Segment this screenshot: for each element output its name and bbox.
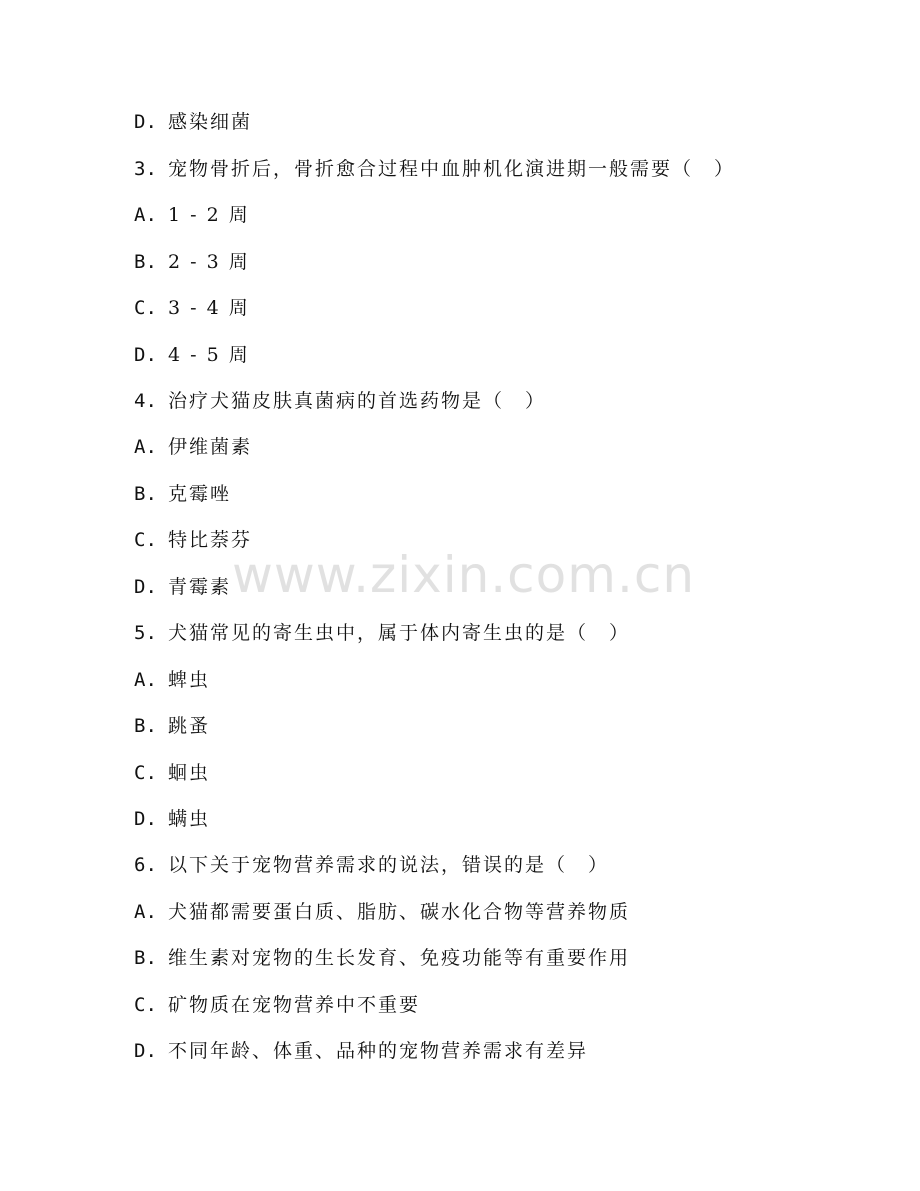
option-label: D. <box>134 111 157 133</box>
option-label: C. <box>134 762 157 784</box>
option-c-q5 <box>134 759 210 787</box>
option-b-q3 <box>134 248 250 276</box>
question-3 <box>134 155 735 183</box>
option-label: A. <box>134 204 157 226</box>
option-d-q3 <box>134 341 250 369</box>
option-label: D. <box>134 344 157 366</box>
question-text: 以下关于宠物营养需求的说法，错误的是（ ） <box>168 854 610 876</box>
option-label: B. <box>134 483 157 505</box>
option-a-q5 <box>134 666 210 694</box>
option-text: 伊维菌素 <box>168 436 253 458</box>
option-d-q6 <box>134 1037 588 1065</box>
option-label: D. <box>134 1040 157 1062</box>
option-a-q4 <box>134 433 252 461</box>
option-text: 蛔虫 <box>168 762 211 784</box>
option-label: C. <box>134 994 157 1016</box>
option-label: B. <box>134 715 157 737</box>
option-text: 螨虫 <box>168 808 211 830</box>
option-text: 4 - 5 周 <box>168 344 250 366</box>
option-label: B. <box>134 251 157 273</box>
question-number: 6. <box>134 854 157 876</box>
option-c-q4 <box>134 526 252 554</box>
option-d-q2 <box>134 108 252 136</box>
question-6 <box>134 851 609 879</box>
option-text: 特比萘芬 <box>168 529 253 551</box>
question-text: 犬猫常见的寄生虫中，属于体内寄生虫的是（ ） <box>168 622 631 644</box>
question-text: 治疗犬猫皮肤真菌病的首选药物是（ ） <box>168 390 547 412</box>
option-text: 跳蚤 <box>168 715 211 737</box>
option-text: 矿物质在宠物营养中不重要 <box>168 994 421 1016</box>
option-label: A. <box>134 669 157 691</box>
option-b-q5 <box>134 712 210 740</box>
question-number: 3. <box>134 158 157 180</box>
option-d-q4 <box>134 573 231 601</box>
option-text: 维生素对宠物的生长发育、免疫功能等有重要作用 <box>168 947 631 969</box>
option-label: B. <box>134 947 157 969</box>
option-text: 1 - 2 周 <box>168 204 250 226</box>
question-5 <box>134 619 630 647</box>
question-text: 宠物骨折后，骨折愈合过程中血肿机化演进期一般需要（ ） <box>168 158 736 180</box>
option-text: 3 - 4 周 <box>168 297 250 319</box>
option-label: C. <box>134 297 157 319</box>
option-text: 感染细菌 <box>168 111 253 133</box>
option-d-q5 <box>134 805 210 833</box>
option-c-q6 <box>134 991 420 1019</box>
option-text: 克霉唑 <box>168 483 232 505</box>
option-c-q3 <box>134 294 250 322</box>
option-text: 青霉素 <box>168 576 232 598</box>
question-number: 4. <box>134 390 157 412</box>
option-label: C. <box>134 529 157 551</box>
question-4 <box>134 387 546 415</box>
option-b-q4 <box>134 480 231 508</box>
option-label: A. <box>134 436 157 458</box>
option-label: D. <box>134 576 157 598</box>
option-text: 犬猫都需要蛋白质、脂肪、碳水化合物等营养物质 <box>168 901 631 923</box>
option-a-q3 <box>134 201 250 229</box>
watermark: www.zixin.com.cn <box>232 546 696 604</box>
option-label: D. <box>134 808 157 830</box>
option-text: 不同年龄、体重、品种的宠物营养需求有差异 <box>168 1040 589 1062</box>
option-b-q6 <box>134 944 630 972</box>
option-text: 蜱虫 <box>168 669 211 691</box>
option-label: A. <box>134 901 157 923</box>
option-text: 2 - 3 周 <box>168 251 250 273</box>
option-a-q6 <box>134 898 630 926</box>
question-number: 5. <box>134 622 157 644</box>
